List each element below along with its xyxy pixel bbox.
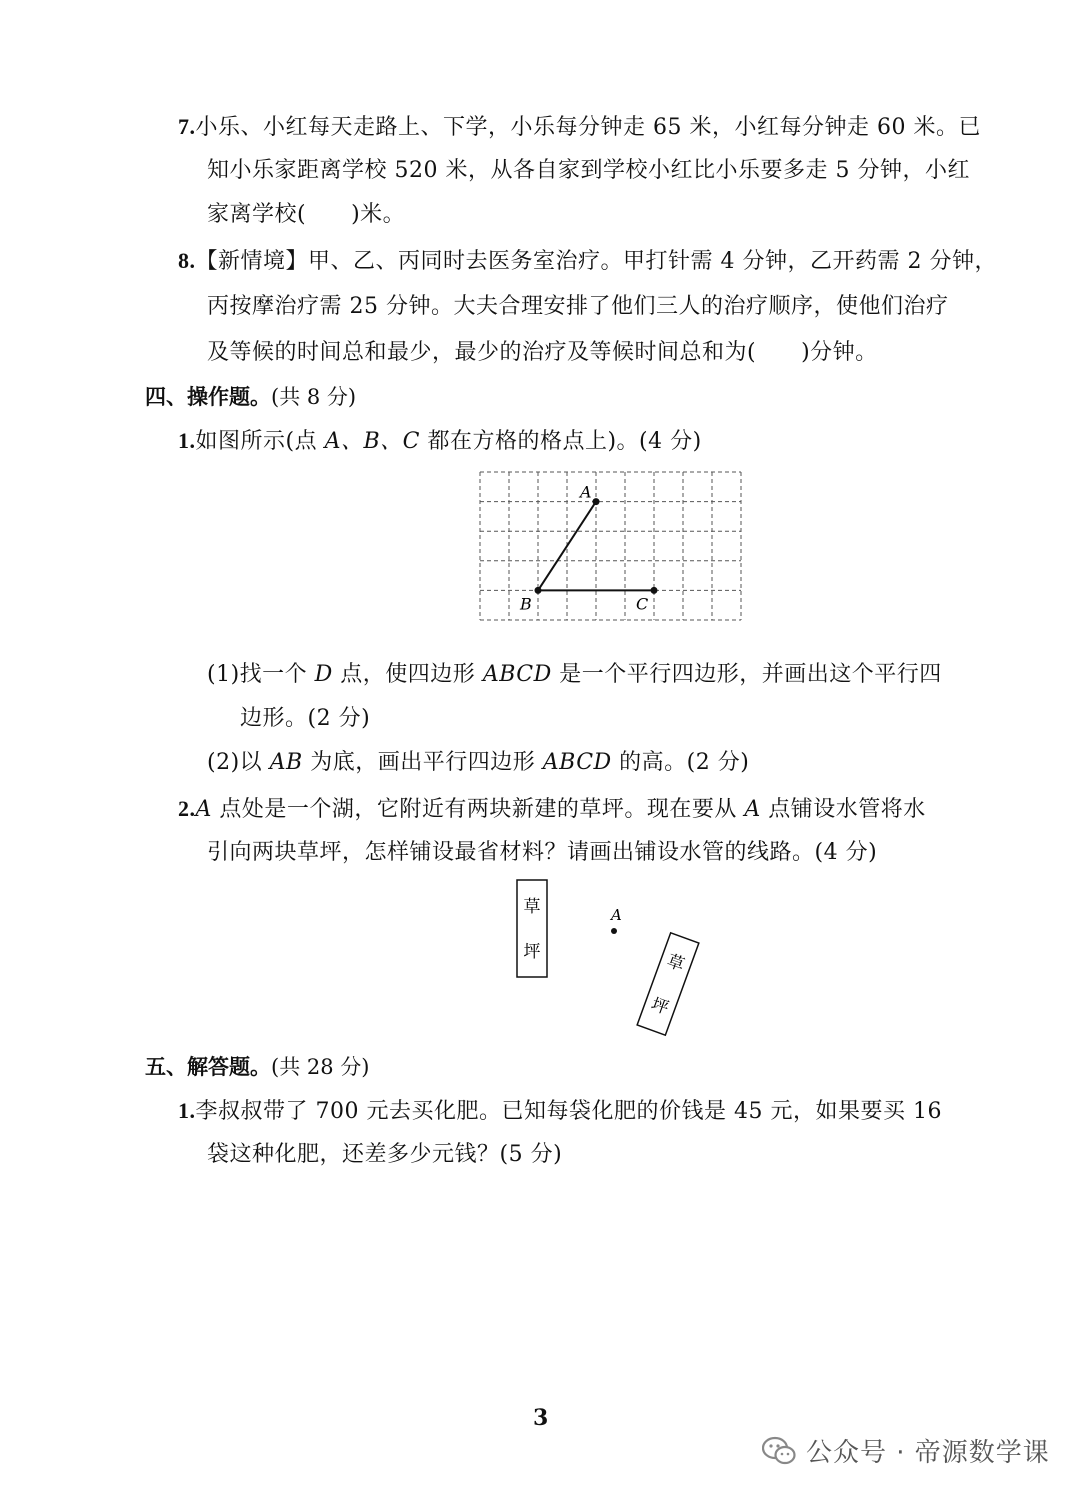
lawn-left — [517, 880, 547, 977]
footer-text: 公众号 · 帝源数学课 — [806, 1438, 1050, 1468]
s4-q1-sub1-line-1: (1)找一个 D 点，使四边形 ABCD 是一个平行四边形，并画出这个平行四 — [207, 662, 942, 687]
s4-question-2-line-1: 2.A 点处是一个湖，它附近有两块新建的草坪。现在要从 A 点铺设水管将水 — [178, 796, 926, 822]
page-number: 3 — [533, 1405, 549, 1431]
question-8-line-2: 丙按摩治疗需 25 分钟。大夫合理安排了他们三人的治疗顺序，使他们治疗 — [207, 294, 949, 319]
svg-text:坪: 坪 — [523, 942, 541, 962]
s4-q1-sub2: (2)以 AB 为底，画出平行四边形 ABCD 的高。(2 分) — [207, 750, 750, 775]
point-c — [651, 587, 658, 594]
lawn-figure — [505, 875, 715, 1040]
section-4-heading: 四、操作题。(共 8 分) — [145, 385, 357, 409]
label-a: A — [580, 482, 592, 502]
s5-question-1-line-1: 1.李叔叔带了 700 元去买化肥。已知每袋化肥的价钱是 45 元，如果要买 16 — [178, 1098, 942, 1124]
svg-text:A: A — [611, 906, 622, 924]
svg-text:坪: 坪 — [648, 994, 672, 1019]
point-a — [593, 498, 600, 505]
question-8-line-3: 及等候的时间总和最少，最少的治疗及等候时间总和为( )分钟。 — [207, 340, 878, 365]
footer-watermark — [762, 1432, 1050, 1469]
question-8-line-1: 8.【新情境】甲、乙、丙同时去医务室治疗。甲打针需 4 分钟，乙开药需 2 分钟， — [178, 248, 997, 274]
s4-question-1-line: 1.如图所示(点 A、B、C 都在方格的格点上)。(4 分) — [178, 428, 702, 454]
question-7-line-2: 知小乐家距离学校 520 米，从各自家到学校小红比小乐要多走 5 分钟，小红 — [207, 158, 970, 183]
s4-question-2-line-2: 引向两块草坪，怎样铺设最省材料？请画出铺设水管的线路。(4 分) — [207, 840, 878, 865]
section-5-heading: 五、解答题。(共 28 分) — [145, 1055, 370, 1079]
question-number: 7. — [178, 114, 196, 139]
grid-figure — [470, 462, 755, 652]
label-b: B — [520, 594, 532, 614]
question-tag: 【新情境】 — [195, 249, 309, 274]
label-c: C — [636, 594, 649, 614]
svg-text:草: 草 — [664, 951, 687, 976]
question-7-line-1: 7.小乐、小红每天走路上、下学，小乐每分钟走 65 米，小红每分钟走 60 米。已 — [178, 114, 981, 140]
wechat-icon — [762, 1436, 796, 1466]
lawn-right — [637, 933, 699, 1035]
point-a-lake — [609, 906, 622, 934]
svg-text:草: 草 — [523, 897, 541, 917]
s5-question-1-line-2: 袋这种化肥，还差多少元钱？(5 分) — [207, 1142, 563, 1167]
point-b — [535, 587, 542, 594]
s4-q1-sub1-line-2: 边形。(2 分) — [240, 706, 371, 731]
question-7-line-3: 家离学校( )米。 — [207, 202, 406, 227]
